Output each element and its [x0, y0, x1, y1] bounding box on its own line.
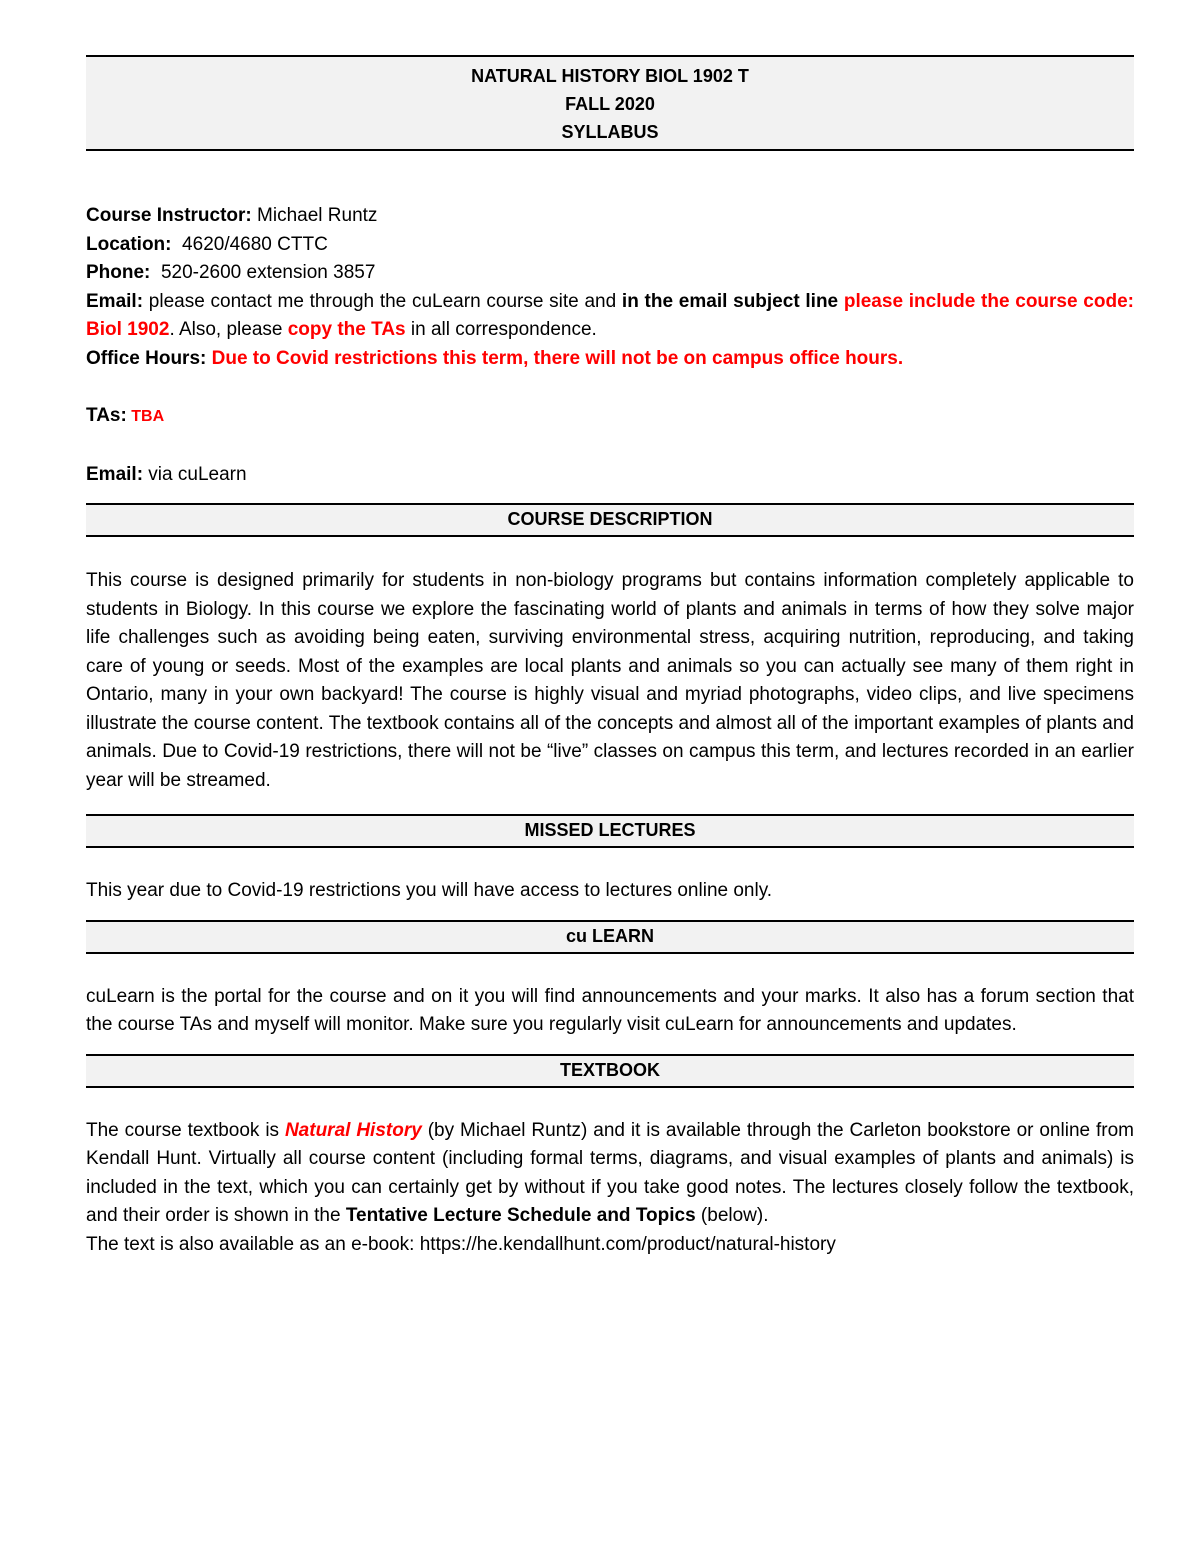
office-hours-line — [86, 345, 1134, 374]
culearn-text: cuLearn is the portal for the course and on it you will find announcements and your marks. It also has a forum section that the course TAs and myself will monitor. Make sure you regularly visit cuLearn for announcements and updates. — [86, 985, 1134, 1035]
course-code-note: please include the course code: Biol 1902 — [86, 290, 1134, 340]
syllabus-page — [86, 55, 1134, 1259]
ebook-line: The text is also available as an e-book: https://he.kendallhunt.com/product/natural-history — [86, 1233, 836, 1255]
email-text-3: in all correspondence. — [405, 319, 597, 340]
section-header-missed-lectures: MISSED LECTURES — [86, 814, 1134, 848]
phone-line — [86, 259, 1134, 288]
textbook-text-2: (by Michael Runtz) and it is available through the Carleton bookstore or online from Kendall Hunt. Virtually all course content (including formal terms, diagrams, and visual examples of plants and animals) is included in the text, which you can certainly get by without if you take good notes. The lectures closely follow the textbook, and their order is shown in the — [86, 1119, 1134, 1226]
instructor-label: Course Instructor: — [86, 205, 252, 226]
course-description-text: This course is designed primarily for students in non-biology programs but contains information completely applicable to students in Biology. In this course we explore the fascinating world of plants and animals in terms of how they solve major life challenges such as avoiding being eaten, surviving environmental stress, acquiring nutrition, reproducing, and taking care of young or seeds. Most of the examples are local plants and animals so you can actually see many of them right in Ontario, many in your own backyard! The course is highly visual and myriad photographs, video clips, and live specimens illustrate the course content. The textbook contains all of the concepts and almost all of the important examples of plants and animals. Due to Covid-19 restrictions, there will not be “live” classes on campus this term, and lectures recorded in an earlier year will be streamed. — [86, 570, 1134, 791]
lecture-schedule-reference: Tentative Lecture Schedule and Topics — [345, 1205, 696, 1226]
office-hours-label: Office Hours: — [86, 347, 207, 369]
tas-line — [86, 402, 1134, 432]
location-value: 4620/4680 CTTC — [171, 233, 328, 255]
ta-email-value: via cuLearn — [143, 463, 247, 485]
email-line — [86, 288, 1134, 345]
instructor-line — [86, 202, 1134, 231]
email-text-1: please contact me through the cuLearn course site and — [143, 290, 622, 312]
textbook-text-3: (below). — [695, 1205, 769, 1226]
section-header-culearn: cu LEARN — [86, 920, 1134, 954]
contact-info — [86, 202, 1134, 489]
copy-tas-note: copy the TAs — [287, 319, 406, 340]
tas-value: TBA — [126, 408, 165, 425]
ta-email-label: Email: — [86, 463, 144, 485]
email-label: Email: — [86, 290, 144, 312]
textbook-text-1: The course textbook is — [86, 1119, 285, 1141]
location-line — [86, 231, 1134, 260]
location-label: Location: — [86, 233, 172, 255]
textbook-text — [86, 1117, 1134, 1231]
textbook-title: Natural History — [284, 1119, 422, 1141]
instructor-value: Michael Runtz — [251, 205, 378, 226]
office-hours-value: Due to Covid restrictions this term, there will not be on campus office hours. — [206, 347, 904, 369]
document-type: SYLLABUS — [561, 122, 659, 142]
course-title: NATURAL HISTORY BIOL 1902 T — [471, 66, 749, 86]
section-header-course-description: COURSE DESCRIPTION — [86, 503, 1134, 537]
tas-label: TAs: — [86, 405, 127, 426]
syllabus-header — [86, 55, 1134, 151]
term: FALL 2020 — [565, 94, 655, 114]
section-header-textbook: TEXTBOOK — [86, 1054, 1134, 1088]
email-subject-note: in the email subject line — [621, 290, 844, 312]
ta-email-line — [86, 461, 1134, 490]
phone-label: Phone: — [86, 262, 151, 283]
missed-lectures-text: This year due to Covid-19 restrictions you will have access to lectures online only. — [86, 880, 773, 901]
phone-value: 520-2600 extension 3857 — [150, 262, 376, 283]
email-text-2: . Also, please — [169, 319, 288, 340]
